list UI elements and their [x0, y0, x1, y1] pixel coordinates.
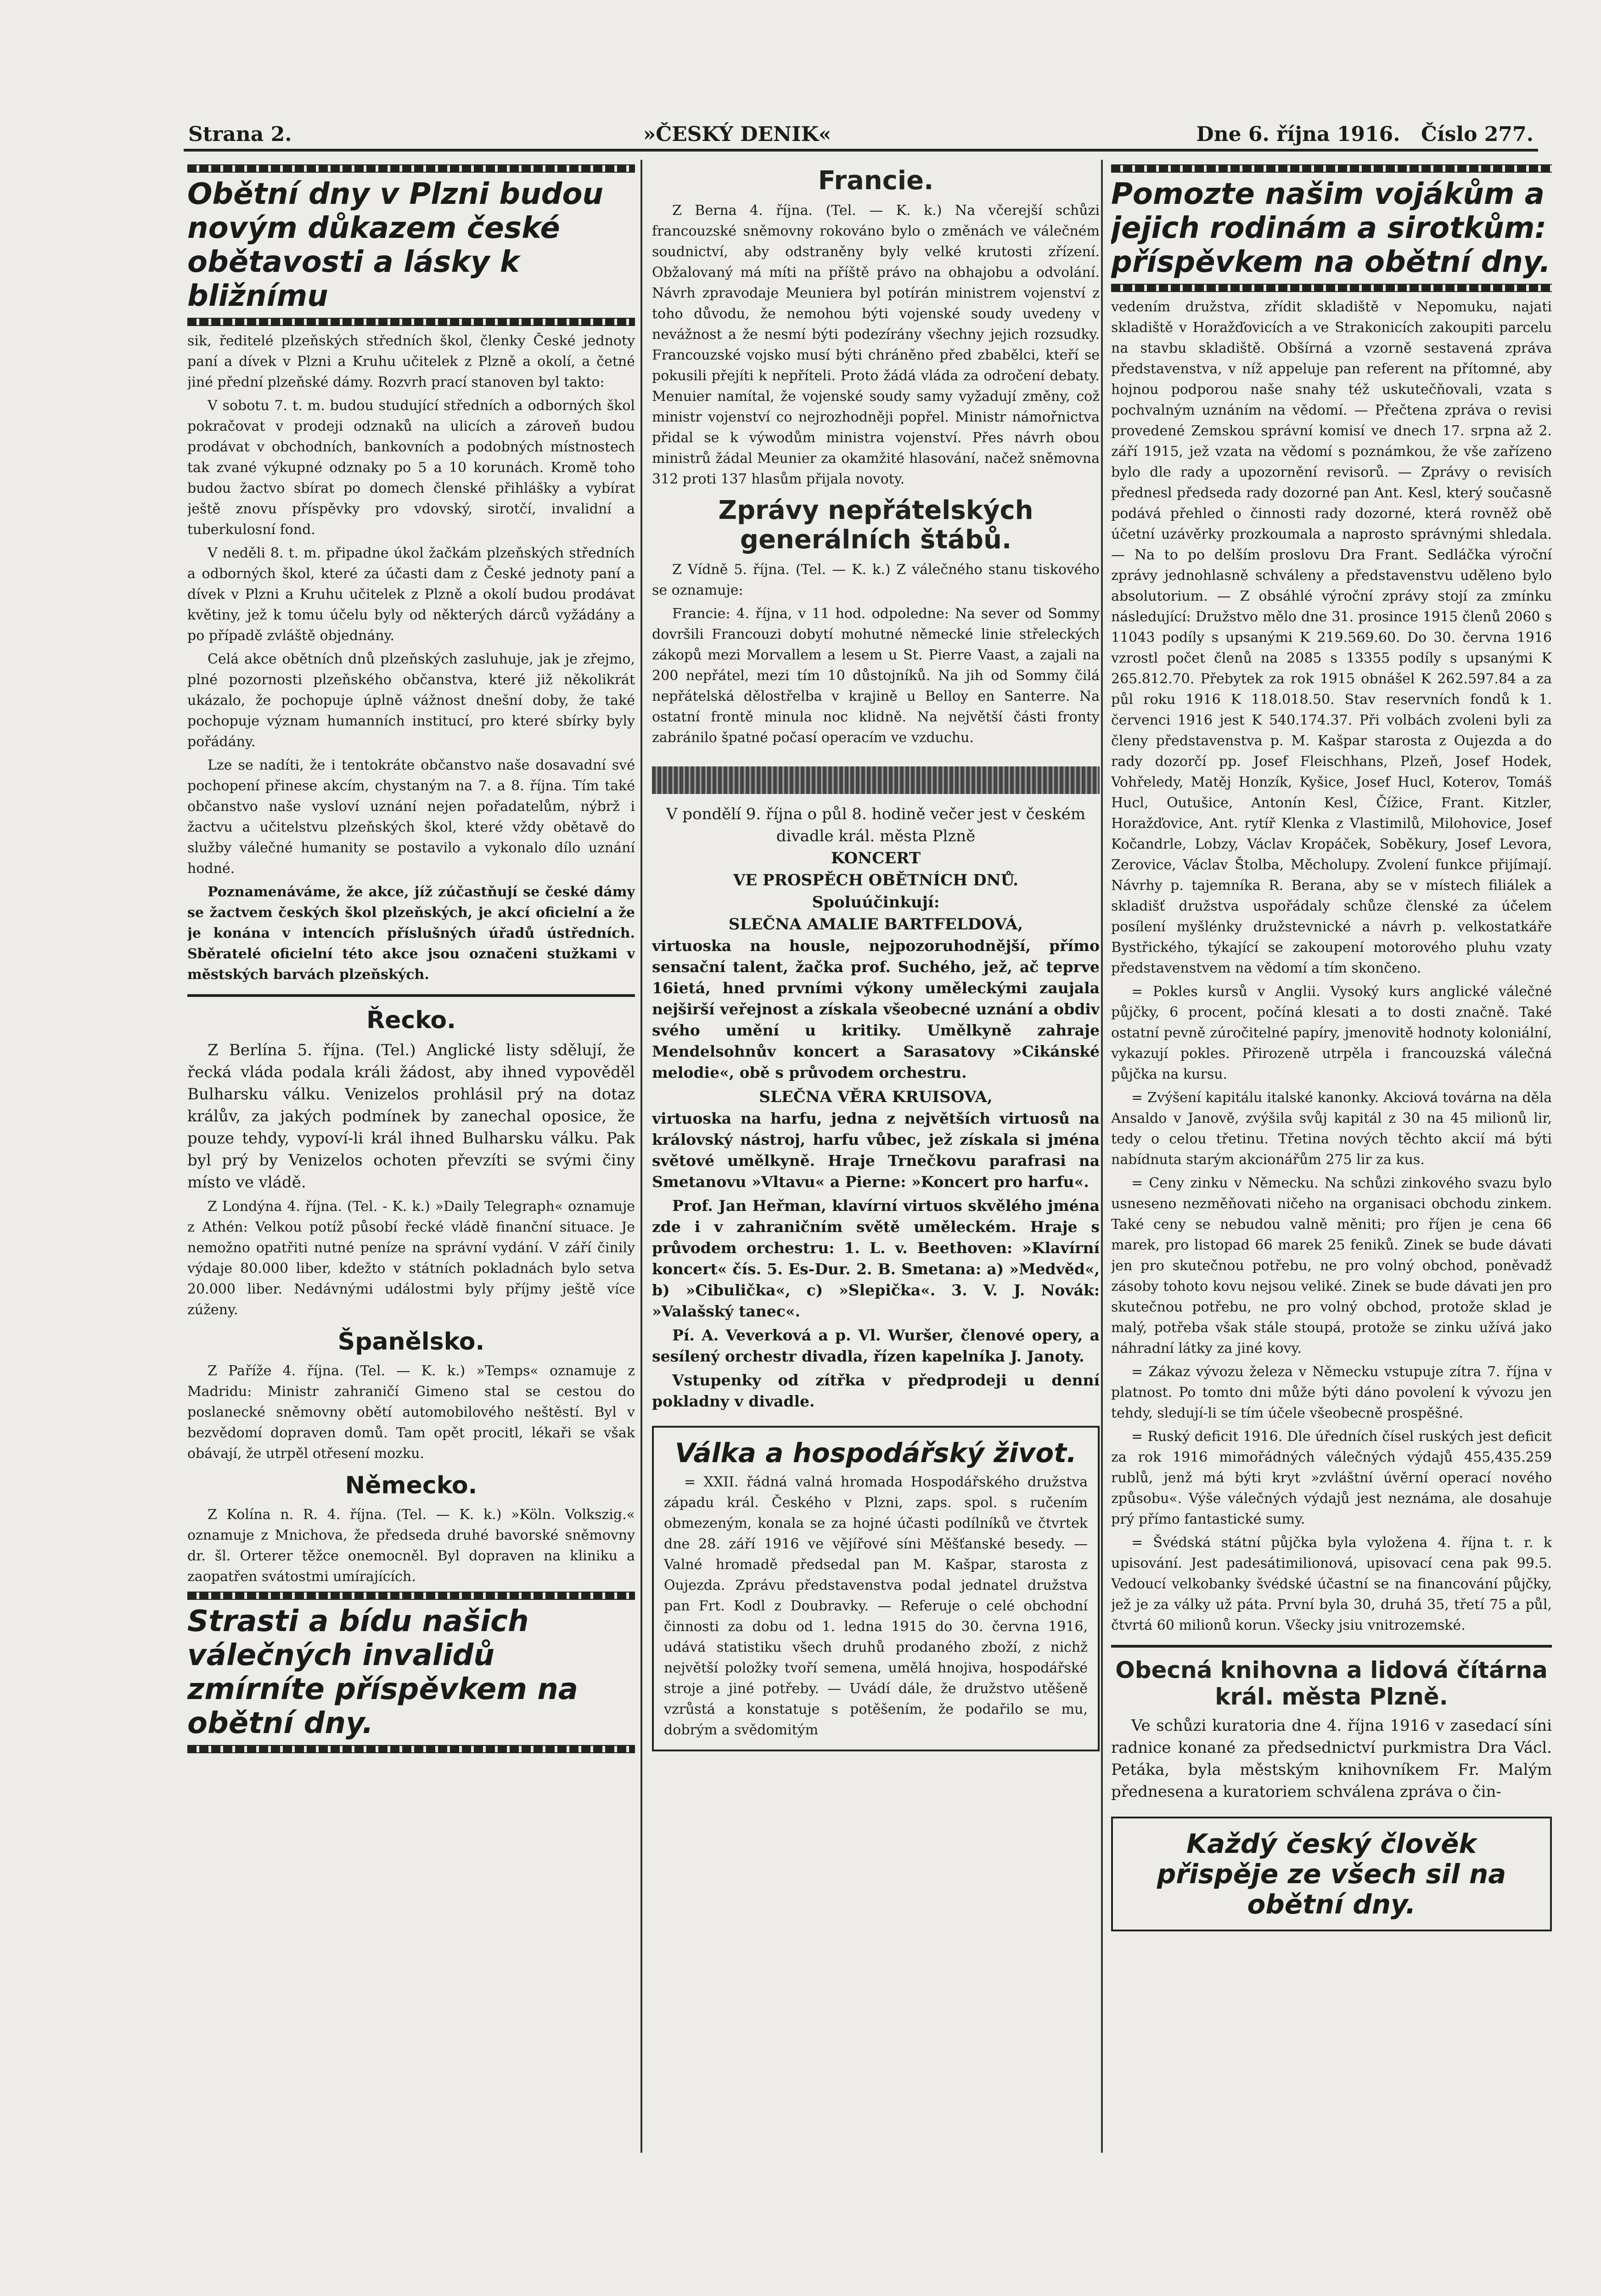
- article-paragraph: Z Londýna 4. října. (Tel. - K. k.) »Daily Telegraph« oznamuje z Athén: Velkou potíž působí řecké vládě finanční situace. Je nemožno opatřiti nutné peníze na správní vydání. V září činily výdaje 80.000 liber, kdežto v státních pokladnách bylo setva 20.000 liber. Nedávnými událostmi byly příjmy ještě více zúženy.: [187, 1199, 635, 1318]
- slogan-invalidu: Strasti a bídu našich válečných invalidů zmírníte příspěvkem na obětní dny.: [187, 1604, 578, 1740]
- ornament-rule: [187, 1745, 635, 1753]
- section-rule: [1111, 1645, 1552, 1648]
- artist-description: Pí. A. Veverková a p. Vl. Wuršer, členové opery, a sesílený orchestr divadla, řízen kapelníka J. Janoty.: [652, 1326, 1100, 1365]
- article-paragraph: V neděli 8. t. m. připadne úkol žačkám plzeňských středních a odborných škol, které za účasti dam z České jednoty paní a dívek v Plzni a Kruhu učitelek z Plzně a okolí budou prodávat květiny, jež k tomu účelu byly od některých dárců vyžádány a po případě zvláště objednány.: [187, 545, 635, 644]
- section-title-valka: Válka a hospodářský život.: [674, 1437, 1077, 1469]
- column-left: [187, 160, 635, 2180]
- section-title-francie: Francie.: [818, 166, 934, 196]
- article-paragraph: = Pokles kursů v Anglii. Vysoký kurs anglické válečné půjčky, 6 procent, počíná klesati a to dosti značně. Také ostatní pevně zúročitelné papíry, jmenovitě hodnoty koloniální, vykazují pokles. Přirozeně utrpěla i francouzská válečná půjčka na kursu.: [1111, 984, 1552, 1082]
- article-paragraph: Celá akce obětních dnů plzeňských zasluhuje, jak je zřejmo, plné pozornosti plzeňského občanstva, které již několikrát ukázalo, že pochopuje úplně vážnost dnešní doby, že také pochopuje význam humanních institucí, pro které sbírky byly pořádány.: [187, 651, 635, 750]
- article-paragraph: Francie: 4. října, v 11 hod. odpoledne: Na sever od Sommy dovršili Francouzi dobytí mohutné německé linie střeleckých zákopů mezi Morvallem a lesem u St. Pierre Vaast, a zajali na 200 nepřátel, mezi tím 10 důstojníků. Na jih od Sommy čilá nepřátelská dělostřelba v krajině u Belloy en Santerre. Na ostatní frontě minula noc klidně. Na největší části fronty zabránilo špatné počasí operacím ve vzduchu.: [652, 606, 1100, 746]
- column-divider: [640, 160, 642, 2153]
- section-title-knihovna: Obecná knihovna a lidová čítárna král. města Plzně.: [1115, 1657, 1548, 1710]
- article-paragraph: Z Berlína 5. října. (Tel.) Anglické listy sdělují, že řecká vláda podala králi žádost, aby ihned vypověděl Bulharsku válku. Venizelos prohlásil prý na dotaz králův, za jakých podmínek by zanechal oposice, že pouze tehdy, vypoví-li král ihned Bulharsku válku. Pak byl prý by Venizelos ochoten převzíti se svými činy místo ve vládě.: [187, 1041, 635, 1192]
- economy-section: [652, 1426, 1100, 1751]
- concert-announcement: [652, 803, 1100, 1412]
- artist-description: virtuoska na harfu, jedna z největších virtuosů na královský nástroj, harfu vůbec, jež získala si jména světové umělkyně. Hraje Trnečkovu parafrasi na Smetanovu »Vltavu« a Pierne: »Koncert pro harfu«.: [652, 1109, 1100, 1191]
- slogan-box: [1111, 1817, 1552, 1931]
- ornament-rule: [187, 318, 635, 326]
- artist-description: Prof. Jan Heřman, klavírní virtuos skvělého jména zde i v zahraničním světě uměleckém. Hraje s průvodem orchestru: 1. L. v. Beethoven: »Klavírní koncert« čís. 5. Es-Dur. 2. B. Smetana: a) »Medvěd«, b) »Cibulička«, c) »Slepička«. 3. V. J. Novák: »Valašský tanec«.: [652, 1197, 1100, 1320]
- article-paragraph: sik, ředitelé plzeňských středních škol, členky České jednoty paní a dívek v Plzni a Kruhu učitelek z Plzně a okolí, a četné jiné přední plzeňské dámy. Rozvrh prací stanoven byl takto:: [187, 333, 635, 390]
- section-title-recko: Řecko.: [366, 1007, 456, 1034]
- article-paragraph: V sobotu 7. t. m. budou studující středních a odborných škol pokračovat v prodeji odznaků na ulicích a zároveň budou prodávat v obchodních, bankovních a podobných místnostech tak zvané výkupné odznaky po 5 a 10 korunách. Kromě toho budou žactvo sbírat po domech členské přihlášky a vybírat ještě znovu příspěvky pro vdovský, sirotčí, invalidní a tuberkulosní fond.: [187, 398, 635, 538]
- section-title-nemecko: Německo.: [345, 1472, 477, 1499]
- slogan-kazdy-cesky-clovek: Každý český člověk přispěje ze všech sil na obětní dny.: [1157, 1828, 1506, 1920]
- headline-obetni-dny: Obětní dny v Plzni budou novým důkazem české obětavosti a lásky k bližnímu: [187, 177, 603, 313]
- article-paragraph: Z Kolína n. R. 4. října. (Tel. — K. k.) »Köln. Volkszig.« oznamuje z Mnichova, že předseda druhé bavorské sněmovny dr. šl. Orterer těžce onemocněl. Byl dopraven na kliniku a zaopatřen svátostmi umírajících.: [187, 1507, 635, 1585]
- section-title-spanelsko: Španělsko.: [337, 1328, 485, 1356]
- artist-description: virtuoska na housle, nejpozoruhodnější, přímo sensační talent, žačka prof. Suchého, jež, ač teprve 16ietá, hned prvními výkony uměleckými zaujala nejširší veřejnost a získala všeobecné uznání a obdiv svého umění u kritiky. Umělkyně zahraje Mendelsohnův koncert a Sarasatovy »Cikánské melodie«, obě s průvodem orchestru.: [652, 937, 1100, 1081]
- header-rule: [184, 149, 1538, 152]
- issue-number: Číslo 277.: [1421, 123, 1534, 146]
- concert-title: KONCERT: [831, 849, 921, 867]
- article-paragraph: Poznamenáváme, že akce, jíž zúčastňují se české dámy se žactvem českých škol plzeňských, je akcí oficielní a že je konána v intencích příslušných úřadů ústředních. Sběratelé oficielní této akce jsou označeni stužkami v městských barvách plzeňských.: [187, 884, 635, 983]
- ornament-rule: [187, 1592, 635, 1600]
- section-title-zpravy: Zprávy nepřátelských generálních štábů.: [718, 495, 1034, 555]
- article-paragraph: Ve schůzi kuratoria dne 4. října 1916 v zasedací síni radnice konané za předsednictví purkmistra Dra Václ. Petáka, byla městským knihovníkem Fr. Malým přednesena a kuratoriem schválena zpráva o čin-: [1111, 1716, 1552, 1801]
- headline-pomozte: Pomozte našim vojákům a jejich rodinám a sirotkům: příspěvkem na obětní dny.: [1111, 177, 1551, 279]
- issue-date: Dne 6. října 1916.: [1196, 123, 1400, 146]
- article-paragraph: vedením družstva, zřídit skladiště v Nepomuku, najati skladiště v Horažďovicích a ve Strakonicích zakoupiti parcelu na stavbu skladiště. Obšírná a vzorně sestavená zpráva představenstva, v níž appeluje pan referent na přítomné, aby hojnou podporou naše snahy též uskutečňovali, vzata s pochvalným uznáním na vědomí. — Přečtena zpráva o revisi provedené Zemskou správní komisí ve dnech 17. srpna až 2. září 1915, jež vzata na vědomí s poznámkou, že vše zařízeno bylo dle rady a upozornění revisorů. — Zprávy o revisích přednesl předseda rady dozorné pan Ant. Kesl, který současně podává přehled o činnosti rady dozorné, která rovněž obě účetní uzávěrky prozkoumala a naprosto správnými shledala. — Na to po delším proslovu Dra Frant. Sedláčka výroční zprávy jednohlasně schváleny a představenstvu uděleno bylo absolutorium. — Z obsáhlé výroční zprávy stojí za zmínku následující: Družstvo mělo dne 31. prosince 1915 členů 2060 s 11043 podíly s upsanými K 219.569.60. Do 30. června 1916 vzrostl počet členů na 2085 s 13355 podíly s upsanými K 265.812.70. Přebytek za rok 1915 obnášel K 262.597.84 a za půl roku 1916 K 118.018.50. Stav reservních fondů k 1. červenci 1916 jest K 540.174.37. Při volbách zvoleni byli za členy představenstva p. M. Kašpar starosta z Oujezda a do rady dozorčí pp. Josef Fleischhans, Plzeň, Josef Hodek, Vohřeledy, Matěj Honzík, Kyšice, Josef Hucl, Koterov, Tomáš Hucl, Outušice, Antonín Kesl, Čížice, Frant. Kitzler, Horažďovice, Ant. rytíř Klenka z Vlastimilů, Milohovice, Josef Kočandrle, Lobzy, Václav Kropáček, Soběkury, Josef Levora, Zerovice, Václav Štolba, Měcholupy. Zvolení funkce přijímají. Návrhy p. tajemníka R. Berana, aby se v místech filiálek a skladišť družstva uspořádaly schůze členské za účelem posílení myšlénky družstevnické a návrh p. velkostatkáře Bystřického, týkající se zakoupení motorového pluhu vzaty představenstvem na vědomí a tím skončeno.: [1111, 299, 1552, 976]
- ornament-rule: [1111, 164, 1552, 173]
- ticket-info: Vstupenky od zítřka v předprodeji u denní pokladny v divadle.: [652, 1371, 1100, 1410]
- artist-name: SLEČNA AMALIE BARTFELDOVÁ,: [728, 915, 1023, 934]
- article-paragraph: = XXII. řádná valná hromada Hospodářského družstva západu král. Českého v Plzni, zaps. spol. s ručením obmezeným, konala se za hojné účasti podílníků ve čtvrtek dne 28. září 1916 ve vějířové síni Měšťanské besedy. — Valné hromadě předsedal pan M. Kašpar, starosta z Oujezda. Zprávu představenstva podal jednatel družstva pan Frt. Kodl z Doubravky. — Referuje o celé obchodní činnosti za dobu od 1. ledna 1915 do 30. června 1916, udává statistiku všech druhů prodaného zboží, z nichž největší položky tvoří semena, umělá hnojiva, hospodářské stroje a jiné potřeby. — Uvádí dále, že družstvo utěšeně vzrůstá a konstatuje s potěšením, že podařilo se mu, dobrým a svědomitým: [664, 1474, 1088, 1738]
- article-paragraph: = Zvýšení kapitálu italské kanonky. Akciová továrna na děla Ansaldo v Janově, zvýšila svůj kapitál z 30 na 45 milionů lir, tedy o celou třetinu. Třetina nových těchto akcií má býti nabídnuta starým akcionářům 275 lir za kus.: [1111, 1090, 1552, 1168]
- article-paragraph: Z Paříže 4. října. (Tel. — K. k.) »Temps« oznamuje z Madridu: Ministr zahraničí Gimeno stal se cestou do poslanecké sněmovny obětí automobilového neštěstí. Byl v bezvědomí dopraven domů. Tam opět procitl, lékaři se však obávají, že utrpěl otřesení mozku.: [187, 1363, 635, 1462]
- article-paragraph: = Ruský deficit 1916. Dle úředních čísel ruských jest deficit za rok 1916 mimořádných válečných výdajů 455,435.259 rublů, jenž má býti kryt »zvláštní úvěrní operací nového způsobu«. Výše válečných výdajů jest neznáma, ale dosahuje prý přímo fantastické sumy.: [1111, 1429, 1552, 1527]
- page-header: [188, 114, 1534, 146]
- column-divider: [1101, 160, 1103, 2153]
- concert-participants: Spoluúčinkují:: [812, 893, 940, 912]
- newspaper-title: »ČESKÝ DENIK«: [643, 123, 831, 146]
- concert-subtitle: VE PROSPĚCH OBĚTNÍCH DNŮ.: [733, 871, 1019, 889]
- article-paragraph: Lze se nadíti, že i tentokráte občanstvo naše dosavadní své pochopení přinese akcím, chystaným na 7. a 8. října. Tím také občanstvo naše vysloví uznání nejen pořadatelům, nýbrž i žactvu a učitelstvu plzeňských škol, které vždy obětavě do služby válečné humanity se postavilo a vykonalo dílo uznání hodné.: [187, 757, 635, 877]
- ornament-bar: [652, 766, 1100, 794]
- artist-name: SLEČNA VĚRA KRUISOVA,: [759, 1088, 993, 1106]
- column-middle: [652, 160, 1100, 2180]
- ornament-rule: [187, 164, 635, 173]
- ornament-rule: [1111, 284, 1552, 292]
- article-paragraph: = Švédská státní půjčka byla vyložena 4. října t. r. k upisování. Jest padesátimilionová, upisovací cena pak 99.5. Vedoucí velkobanky švédské účastní se na financování půjčky, jež je za války už páta. První byla 30, druhá 35, třetí 75 a půl, čtvrtá 60 milionů korun. Všecky jsiu vnitrozemské.: [1111, 1535, 1552, 1633]
- section-rule: [187, 994, 635, 997]
- concert-lead: V pondělí 9. října o půl 8. hodině večer jest v českém divadle král. města Plzně: [666, 805, 1086, 845]
- article-paragraph: Z Vídně 5. října. (Tel. — K. k.) Z válečného stanu tiskového se oznamuje:: [652, 562, 1100, 598]
- article-paragraph: Z Berna 4. října. (Tel. — K. k.) Na včerejší schůzi francouzské sněmovny rokováno bylo o změnách ve válečném soudnictví, aby odstraněny byly velké krutosti zřízení. Obžalovaný má míti na příště právo na obhajobu a odvolání. Návrh zpravodaje Meuniera byl potírán ministrem vojenství z toho důvodu, že nemohou býti vojenské soudy uvedeny v nevážnost a že nesmí býti podezírány všechny jejich rozsudky. Francouzské vojsko musí býti chráněno před zbabělci, kteří se pokusili přejíti k nepříteli. Proto žádá vláda za odročení debaty. Menuier namítal, že vojenské soudy samy vyžadují změny, což ministr vojenství co nejrozhodněji popřel. Ministr námořnictva přidal se k výwodům ministra vojenství. Přes návrh obou ministrů žádal Meunier za okamžité hlasování, načež sněmovna 312 proti 137 hlasům přijala novoty.: [652, 203, 1100, 487]
- page-number: Strana 2.: [188, 123, 292, 146]
- column-right: [1111, 160, 1552, 2180]
- article-paragraph: = Ceny zinku v Německu. Na schůzi zinkového svazu bylo usneseno nezměňovati ničeho na organisaci obchodu zinkem. Také ceny se nebudou valně měniti; pro říjen je cena 66 marek, pro listopad 66 marek 25 feniků. Zinek se bude dávati jen pro skutečnou potřebu, ne pro volný obchod, poněvadž zásoby tohoto kovu nejsou veliké. Zinek se bude dávati jen pro skutečnou potřebu, ne pro volný obchod, protože sklad je malý, potřeba však stále stoupá, protože se zinku užívá jako náhradní látky za jiné kovy.: [1111, 1175, 1552, 1356]
- date-issue: [1182, 123, 1534, 146]
- article-paragraph: = Zákaz vývozu železa v Německu vstupuje zítra 7. října v platnost. Po tomto dni může býti dáno povolení k vývozu jen tehdy, sledují-li se tím účele všeobecně prospěšné.: [1111, 1364, 1552, 1421]
